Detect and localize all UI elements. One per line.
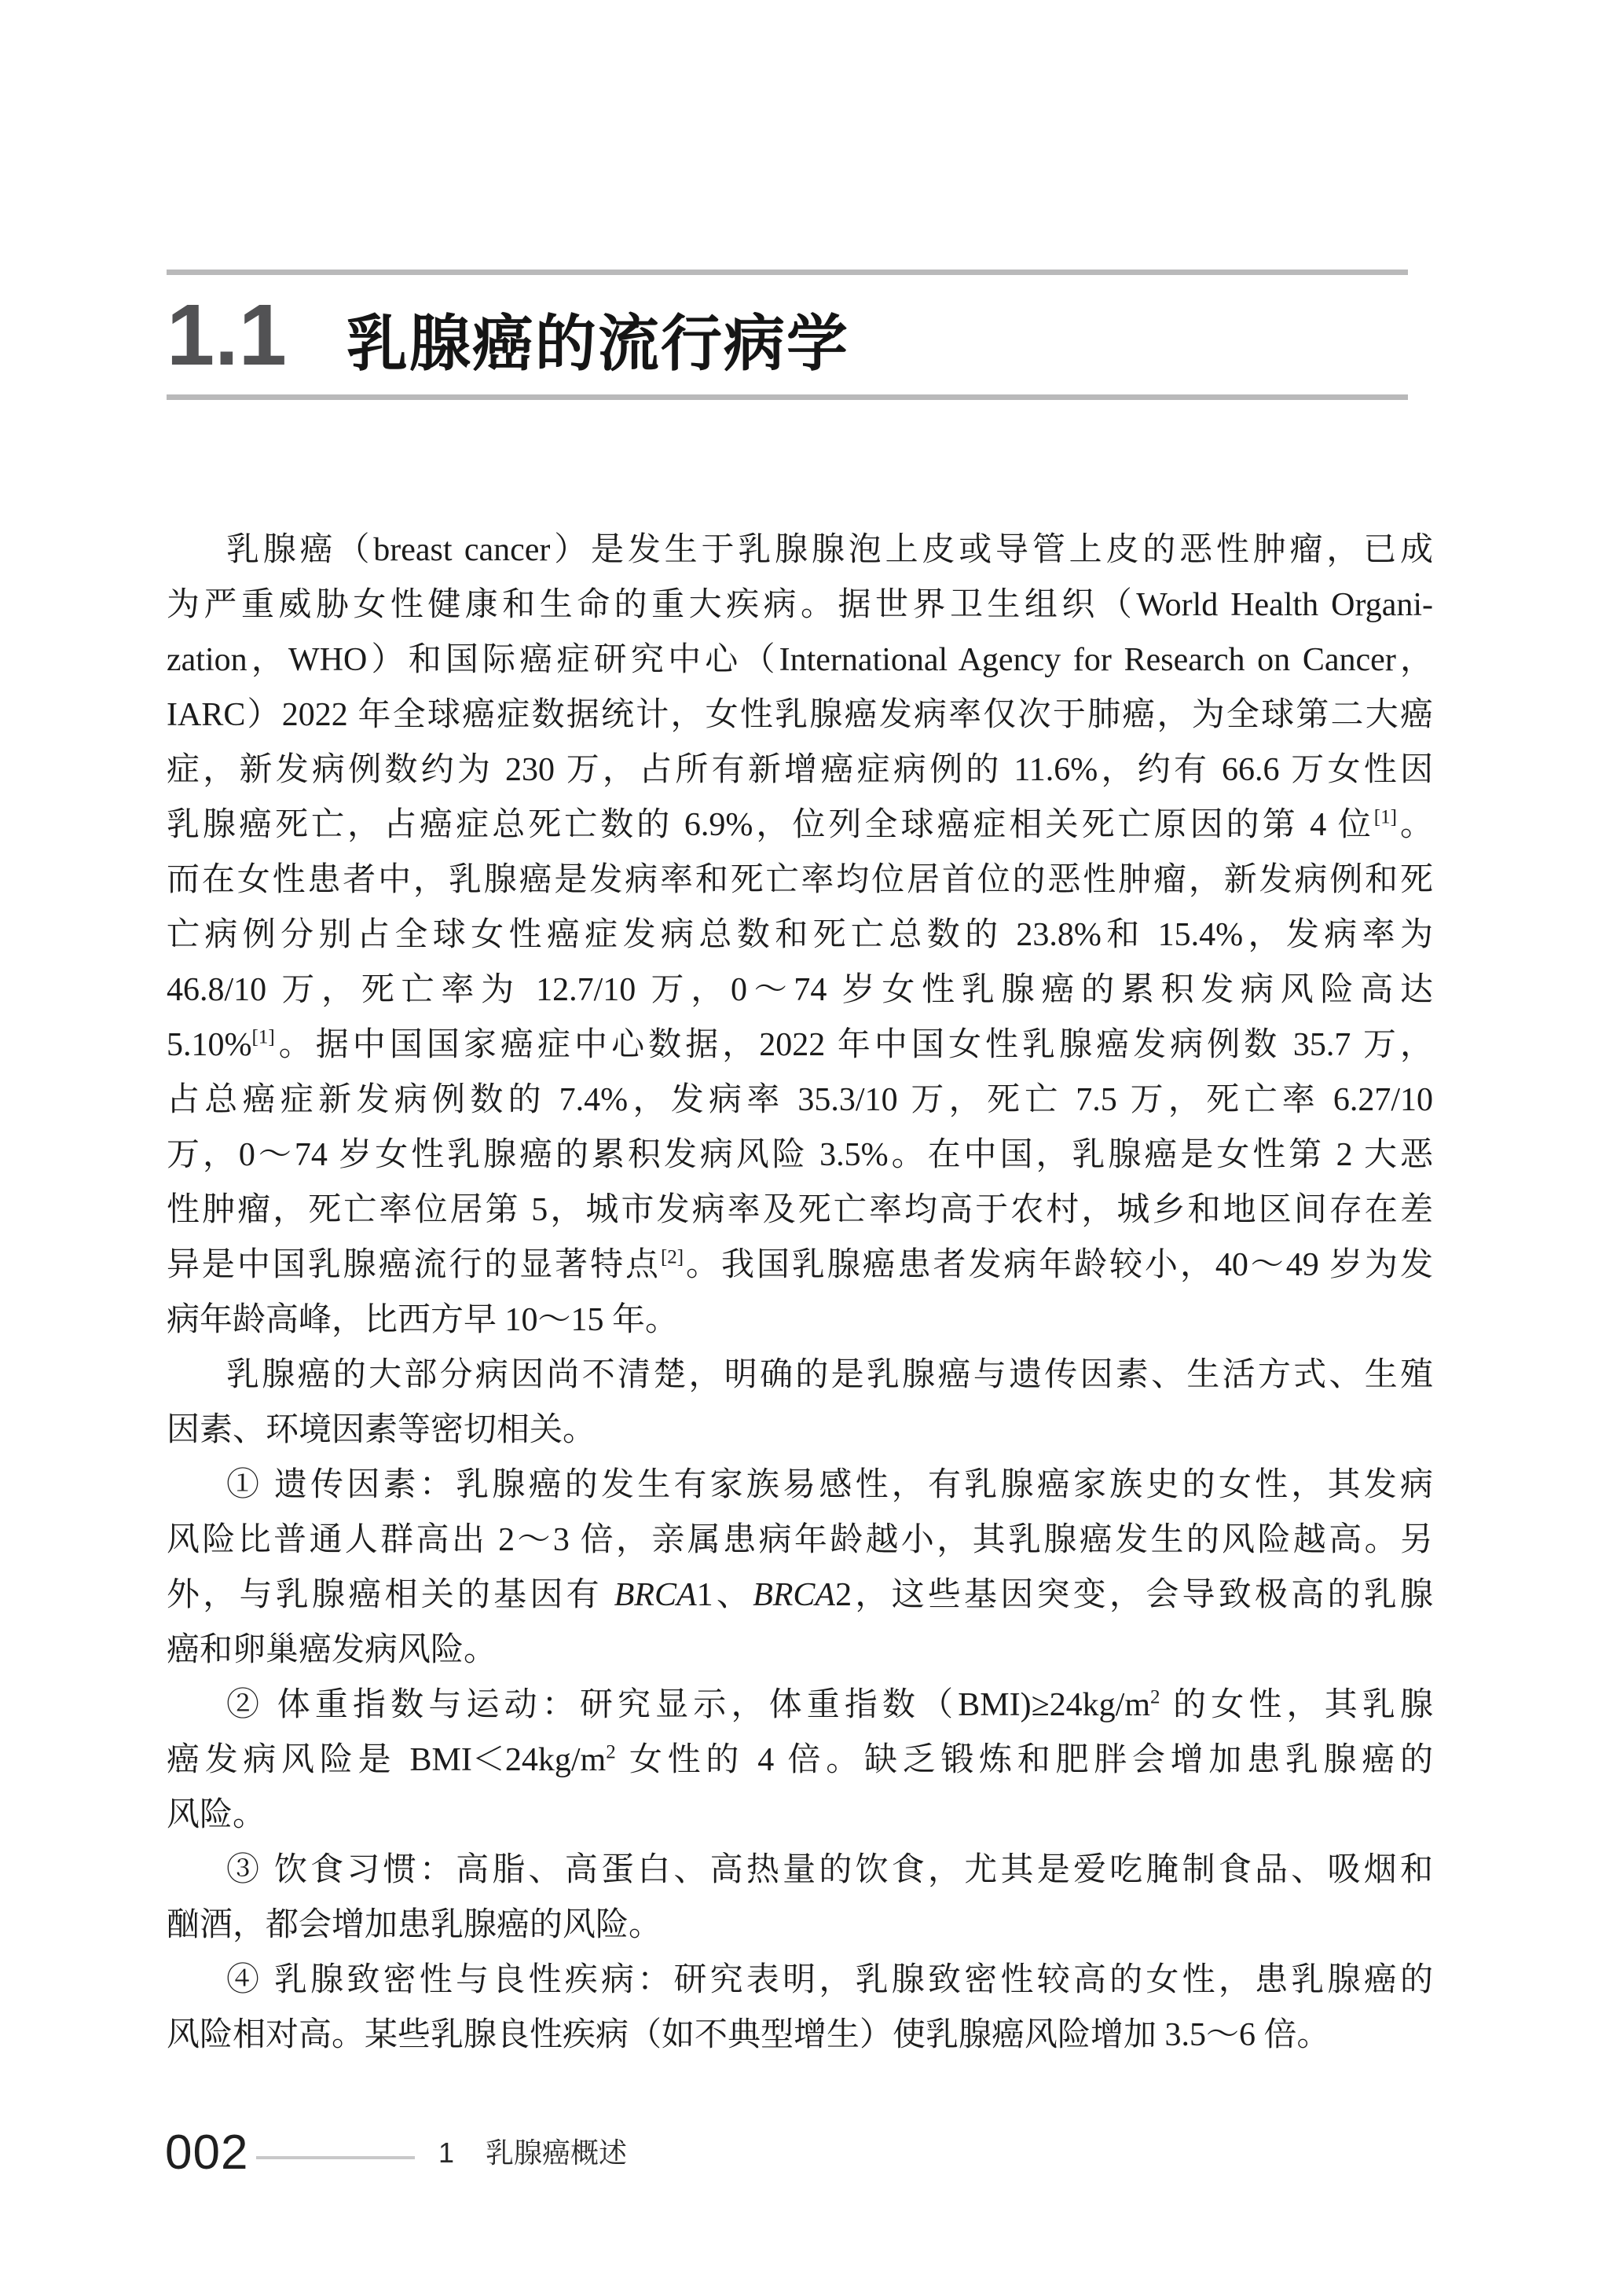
text-line-p1-15: 病年龄高峰，比西方早 10～15 年。 bbox=[167, 1302, 679, 1338]
text-line-p4-1: ② 体重指数与运动：研究显示，体重指数$(BMI)\ge 24kg/m^2$ 的女性，其乳腺 bbox=[226, 1686, 1433, 1723]
text-line-p1-6: 乳腺癌死亡，占癌症总死亡数的 6.9%，位列全球癌症相关死亡原因的第 4 位[1]。 bbox=[167, 806, 1433, 843]
section-title: 乳腺癌的流行病学 bbox=[346, 309, 849, 378]
text-line-p6-2: 风险相对高。某些乳腺良性疾病（如不典型增生）使乳腺癌风险增加 3.5～6 倍。 bbox=[167, 2017, 1330, 2053]
text-line-p2-2: 因素、环境因素等密切相关。 bbox=[167, 1412, 596, 1448]
text-line-p1-7: 而在女性患者中，乳腺癌是发病率和死亡率均位居首位的恶性肿瘤，新发病例和死 bbox=[167, 862, 1433, 898]
section-number: 1.1 bbox=[167, 287, 287, 383]
text-line-p1-13: 性肿瘤，死亡率位居第 5，城市发病率及死亡率均高于农村，城乡和地区间存在差 bbox=[167, 1192, 1433, 1228]
text-line-p3-4: 癌和卵巢癌发病风险。 bbox=[167, 1632, 497, 1668]
text-line-p1-11: 占总癌症新发病例数的 7.4%，发病率 35.3/10 万，死亡 7.5 万，死亡率 6.27/10 bbox=[167, 1082, 1433, 1118]
text-line-p1-10: 5.10%[1]。据中国国家癌症中心数据，2022 年中国女性乳腺癌发病例数 35.7 万， bbox=[167, 1026, 1433, 1063]
text-line-p6-1: ④ 乳腺致密性与良性疾病：研究表明，乳腺致密性较高的女性，患乳腺癌的 bbox=[226, 1962, 1433, 1998]
text-line-p1-3: zation，WHO）和国际癌症研究中心（International Agency for Research on Cancer， bbox=[167, 642, 1433, 678]
text-line-p3-1: ① 遗传因素：乳腺癌的发生有家族易感性，有乳腺癌家族史的女性，其发病 bbox=[226, 1467, 1433, 1503]
text-line-p1-2: 为严重威胁女性健康和生命的重大疾病。据世界卫生组织（World Health Organi- bbox=[167, 587, 1433, 623]
text-line-p1-9: 46.8/10 万，死亡率为 12.7/10 万，0～74 岁女性乳腺癌的累积发病风险高达 bbox=[167, 972, 1433, 1008]
chapter-number: 1 bbox=[438, 2136, 455, 2169]
text-line-p4-3: 风险。 bbox=[167, 1797, 266, 1833]
chapter-title: 乳腺癌概述 bbox=[486, 2136, 628, 2169]
page-number: 002 bbox=[165, 2125, 249, 2180]
text-line-p5-2: 酗酒，都会增加患乳腺癌的风险。 bbox=[167, 1907, 662, 1943]
footer-rule bbox=[256, 2156, 415, 2159]
chapter-section-header bbox=[167, 277, 1502, 394]
running-chapter-label bbox=[438, 2122, 627, 2184]
text-line-p1-4: IARC）2022 年全球癌症数据统计，女性乳腺癌发病率仅次于肺癌，为全球第二大癌 bbox=[167, 697, 1433, 733]
text-line-p1-8: 亡病例分别占全球女性癌症发病总数和死亡总数的 23.8%和 15.4%，发病率为 bbox=[167, 917, 1433, 953]
text-line-p2-1: 乳腺癌的大部分病因尚不清楚，明确的是乳腺癌与遗传因素、生活方式、生殖 bbox=[226, 1357, 1433, 1393]
text-line-p3-3: 外，与乳腺癌相关的基因有 BRCA1、BRCA2，这些基因突变，会导致极高的乳腺 bbox=[167, 1577, 1433, 1613]
text-line-p5-1: ③ 饮食习惯：高脂、高蛋白、高热量的饮食，尤其是爱吃腌制食品、吸烟和 bbox=[226, 1852, 1433, 1888]
header-rule-bottom bbox=[167, 394, 1408, 400]
text-line-p3-2: 风险比普通人群高出 2～3 倍，亲属患病年龄越小，其乳腺癌发生的风险越高。另 bbox=[167, 1522, 1433, 1558]
text-line-p1-12: 万，0～74 岁女性乳腺癌的累积发病风险 3.5%。在中国，乳腺癌是女性第 2 大恶 bbox=[167, 1137, 1433, 1173]
text-line-p4-2: 癌发病风险是 $BMI<24kg/m^2$ 女性的 4 倍。缺乏锻炼和肥胖会增加患乳腺癌的 bbox=[167, 1741, 1433, 1778]
text-line-p1-5: 症，新发病例数约为 230 万，占所有新增癌症病例的 11.6%，约有 66.6 万女性因 bbox=[167, 752, 1433, 788]
page-footer bbox=[167, 2122, 1433, 2184]
header-rule-top bbox=[167, 270, 1408, 275]
text-line-p1-1: 乳腺癌（breast cancer）是发生于乳腺腺泡上皮或导管上皮的恶性肿瘤，已成 bbox=[226, 532, 1433, 568]
text-line-p1-14: 异是中国乳腺癌流行的显著特点[2]。我国乳腺癌患者发病年龄较小，40～49 岁为发 bbox=[167, 1246, 1433, 1283]
body-text bbox=[167, 523, 1433, 2063]
